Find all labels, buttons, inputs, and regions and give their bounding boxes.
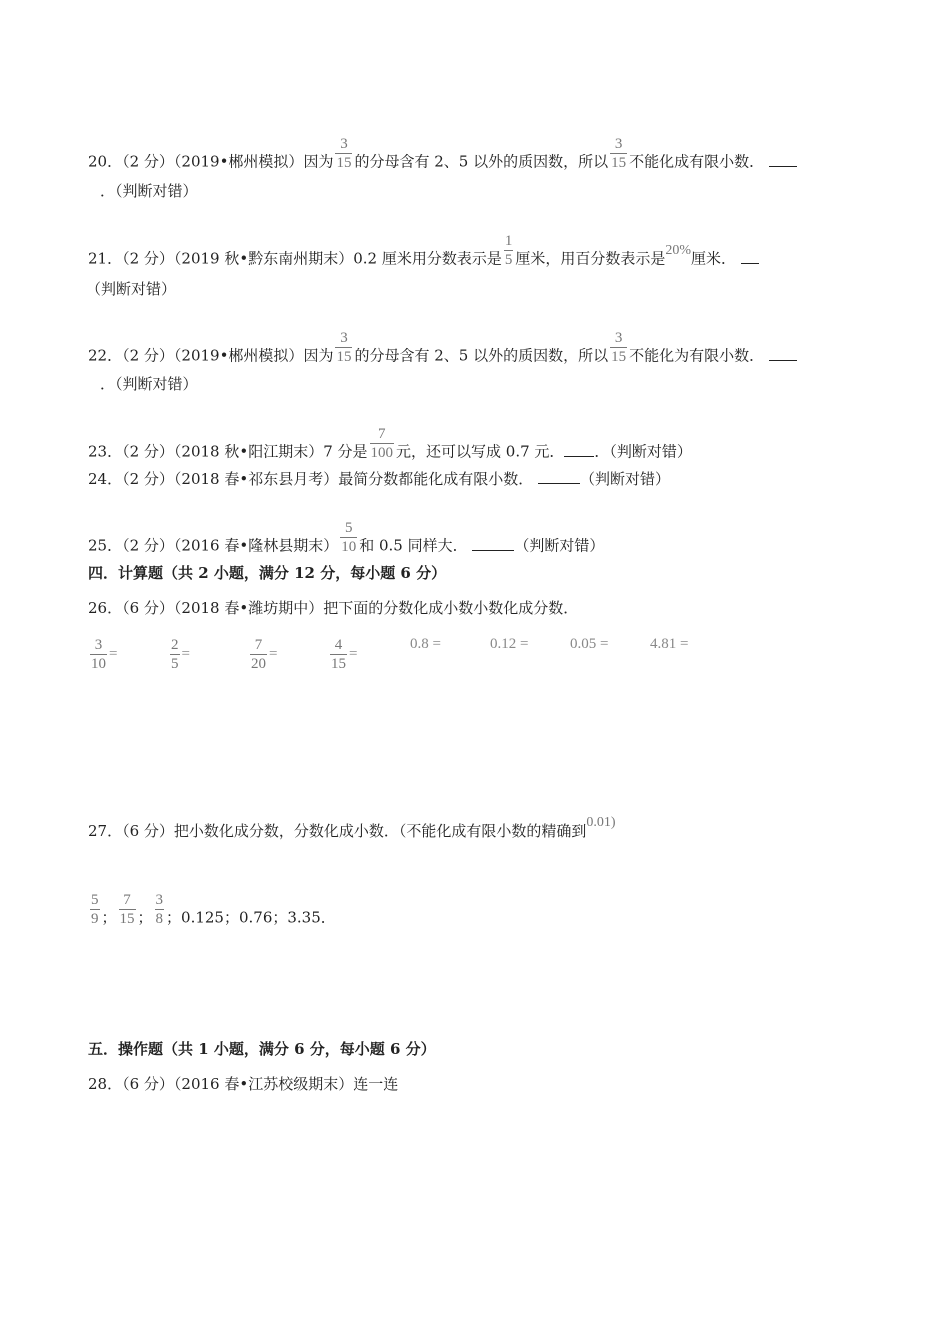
fraction: $\frac{5}{9}$ [91,892,99,927]
answer-blank[interactable] [538,469,580,484]
question-27: 27．（6 分）把小数化成分数，分数化成小数．（不能化成有限小数的精确到0.01) [88,815,616,840]
answer-blank[interactable] [472,536,514,551]
calc-decimal-1: 0.8 = [410,636,441,652]
answer-blank[interactable] [769,346,797,361]
question-21: 21．（2 分）（2019 秋•黔东南州期末）0.2 厘米用分数表示是 $\frac{1}{5}$ 厘米，用百分数表示是20%厘米． [88,241,759,278]
fraction: $\frac{7}{100}$ [370,426,394,461]
question-21-tail: （判断对错） [86,280,177,298]
section-4-heading: 四．计算题（共 2 小题，满分 12 分，每小题 6 分） [88,564,447,582]
calc-fraction-2: $\frac{2}{5}$ = [171,637,190,672]
answer-blank[interactable] [769,152,797,167]
fraction: $\frac{5}{10}$ [341,520,357,555]
question-28: 28．（6 分）（2016 春•江苏校级期末）连一连 [88,1075,399,1093]
fraction: $\frac{3}{15}$ [336,330,352,365]
calc-decimal-2: 0.12 = [490,636,529,652]
answer-blank[interactable] [564,442,594,457]
question-26: 26．（6 分）（2018 春•潍坊期中）把下面的分数化成小数小数化成分数． [88,599,579,617]
calc-fraction-3: $\frac{7}{20}$ = [251,637,278,672]
question-25: 25．（2 分）（2016 春•隆林县期末） $\frac{5}{10}$ 和 0.5 同样大． （判断对错） [88,520,605,555]
answer-blank[interactable] [741,249,759,264]
fraction: $\frac{1}{5}$ [504,233,513,268]
precision-value: 0.01) [586,815,616,830]
fraction: $\frac{3}{15}$ [611,136,627,171]
question-22: 22．（2 分）（2019•郴州模拟）因为 $\frac{3}{15}$ 的分母含有 2、5 以外的质因数，所以 $\frac{3}{15}$ 不能化为有限小数． [88,338,797,375]
calc-decimal-3: 0.05 = [570,636,609,652]
question-20-tail: ．（判断对错） [100,182,198,200]
question-27-items: $\frac{5}{9}$ ； $\frac{7}{15}$ ； $\frac{3}{8}$ ；0.125；0.76；3.35． [91,892,336,927]
percent-value: 20% [665,242,692,258]
question-22-tail: ．（判断对错） [100,375,198,393]
fraction: $\frac{7}{15}$ [119,892,135,927]
question-24: 24．（2 分）（2018 春•祁东县月考）最简分数都能化成有限小数． （判断对错） [88,470,671,488]
fraction: $\frac{3}{15}$ [611,330,627,365]
fraction: $\frac{3}{15}$ [336,136,352,171]
calc-decimal-4: 4.81 = [650,636,689,652]
question-20: 20．（2 分）（2019•郴州模拟）因为 $\frac{3}{15}$ 的分母含有 2、5 以外的质因数，所以 $\frac{3}{15}$ 不能化成有限小数． [88,144,797,181]
calc-fraction-4: $\frac{4}{15}$ = [331,637,358,672]
fraction: $\frac{3}{8}$ [155,892,164,927]
section-5-heading: 五．操作题（共 1 小题，满分 6 分，每小题 6 分） [88,1040,436,1058]
calc-fraction-1: $\frac{3}{10}$ = [91,637,118,672]
question-23: 23．（2 分）（2018 秋•阳江期末）7 分是 $\frac{7}{100}$ 元，还可以写成 0.7 元． ．（判断对错） [88,426,692,461]
